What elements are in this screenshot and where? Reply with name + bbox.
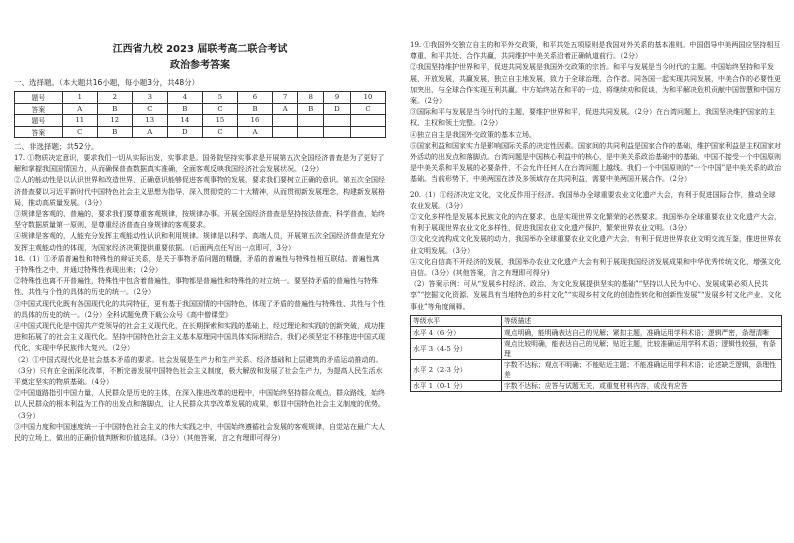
answer-paragraph: 19. ①我国外交独立自主的和平外交政策，和平共处五项原则是我国对外关系的基本准则。中国倡导中美两国应坚持相互尊重、和平共处、合作共赢，共同维护中美关系沿着正确轨道前行。（2分） — [410, 41, 781, 61]
answer-cell: B — [167, 103, 202, 115]
answer-cell: C — [62, 126, 97, 138]
answer-paragraph: ③国际和平与发展是当今时代的主题，要维护世界和平，促进共同发展。（2分）在台湾问题上，我国坚决维护国家的主权、主权和领土完整。（2分） — [410, 108, 775, 128]
answer-row — [15, 115, 386, 127]
answer-cell: 7 — [272, 92, 297, 104]
answer-cell — [272, 126, 297, 138]
answer-paragraph: ②我国坚持维护世界和平，促进共同发展是我国外交政策的宗旨。和平与发展是当今时代的主题。中国始终坚持和平发展，开放发展，共赢发展，独立自主地发展，致力于全球治理，合作者。同各国一起实现共同发展，中美合作的必要性更加突出，与全球合作实现互利共赢。中方始终站在和平的一边，将继续劝和促谈，为和平解决危机贡献中国智慧和中国方案。（2分） — [410, 63, 781, 106]
answer-cell: 13 — [132, 115, 167, 127]
left-column — [14, 0, 386, 444]
answer-cell: 6 — [237, 92, 272, 104]
grade-row — [411, 380, 782, 392]
answer-cell: B — [237, 103, 272, 115]
grade-description: 字数不达标；观点不明确；不能贴近主题；不能准确运用学科术语；论述缺乏逻辑，条理性差 — [502, 359, 782, 380]
answer-cell: 3 — [132, 92, 167, 104]
answer-cell: 9 — [324, 92, 351, 104]
answer-cell: C — [132, 103, 167, 115]
grade-description: 字数不达标；应答与试题无关，或重复材料内容，或没有应答 — [502, 380, 782, 392]
grade-level: 水平 2（2-3 分） — [411, 359, 502, 380]
answer-cell: 11 — [62, 115, 97, 127]
answer-cell: B — [97, 126, 132, 138]
answer-cell — [324, 115, 351, 127]
answer-cell: 1 — [62, 92, 97, 104]
answer-cell: 2 — [97, 92, 132, 104]
answer-cell: C — [202, 126, 237, 138]
q20-answers — [410, 190, 782, 313]
grade-row — [411, 327, 782, 339]
answer-paragraph: 18.（1）①矛盾普遍性和特殊性的辩证关系，是关于事物矛盾问题的精髓，矛盾的普遍性与特殊性相互联结。普遍性寓于特殊性之中，并通过特殊性表现出来；（2分） — [14, 254, 380, 275]
answer-cell — [350, 115, 385, 127]
answer-cell: 5 — [202, 92, 237, 104]
answer-cell: C — [350, 103, 385, 115]
answer-cell — [272, 115, 297, 127]
answer-row — [15, 92, 386, 104]
answer-paragraph: （2）答案示例：可从“发展乡村经济、政治、为文化发展提供坚实的基础”“坚持以人民为中心、发展成果必须人民共享”“挖掘文化资源、发展具有当地特色的乡村文化”“实现乡村文化的创造性转化和创新性发展”“发展乡村文化产业、文化事业”等角度阐释。 — [410, 280, 782, 311]
answer-paragraph: ③中国式现代化既有各国现代化的共同特征，更有基于我国国情的中国特色，体现了矛盾的普遍性与特殊性、共性与个性的具体的历史的统一。（2分）全科试题免费下载公众号《高中僧课堂》 — [14, 299, 385, 319]
answer-cell — [298, 126, 324, 138]
answer-paragraph: ③中国力度和中国速度统一于中国特色社会主义的伟大实践之中，中国始终遵循社会发展的客观规律，自觉站在最广大人民的立场上，做出的正确价值判断和价值选择。（3分）（其他答案，言之有理即可得分） — [14, 422, 385, 443]
answer-cell: 10 — [350, 92, 385, 104]
answer-paragraph: 20.（1）①经济决定文化，文化反作用于经济。我国举办全球重要农业文化遗产大会，有利于促进国际合作，推动全球农业发展。（3分） — [410, 190, 776, 210]
answer-cell — [324, 126, 351, 138]
answer-cell: 14 — [167, 115, 202, 127]
answer-row — [15, 126, 386, 138]
answer-paragraph: 17. ①物质决定意识，要求我们一切从实际出发，实事求是。国务院坚持实事求是开展第五次全国经济普查是为了更好了解和掌握我国国情国力，从而确保普查数据真实准确，全面客观反映我国经济社会发展状况。（2分） — [14, 154, 385, 174]
answer-cell: 答案 — [15, 126, 63, 138]
grade-header-row — [411, 315, 782, 327]
grade-header-level: 等级水平 — [411, 315, 502, 327]
answer-paragraph: ②文化多样性是发展本民族文化的内在要求，也是实现世界文化繁荣的必然要求。我国举办全球重要农业文化遗产大会，有利于展现世界农业文化多样性，促进我国农业文化遗产保护，繁荣世界农业文明。（3分） — [410, 213, 781, 233]
answer-paragraph: ⑤国家利益和国家实力是影响国际关系的决定性因素。国家间的共同利益是国家合作的基础，维护国家利益是主权国家对外活动的出发点和落脚点。台湾问题是中国核心利益中的核心，是中美关系政治基础中的基础，中国不接受一个中国原则是中美关系和平发展的必要条件，不会允许任何人在台湾问题上越线。我们一个中国原则的“一个中国”是中美关系的政治基础。当前形势下，中美两国在涉及多领域存在共同利益，需要中美两国开展合作。（2分） — [410, 141, 782, 184]
grade-description: 观点明确，能明确表达自己的见解；紧扣主题，准确运用学科术语；逻辑严密，条理清晰 — [502, 327, 782, 339]
answer-cell: 题号 — [15, 115, 63, 127]
answer-cell: B — [97, 103, 132, 115]
page-title: 江西省九校 2023 届联考高二联合考试 — [112, 44, 288, 55]
answer-cell: 15 — [202, 115, 237, 127]
answer-cell: 16 — [237, 115, 272, 127]
answer-paragraph: ③文化交流构成文化发展的动力，我国举办全球重要农业文化遗产大会，有利于促进世界农业文明交流互鉴，推进世界农业文明发展。（3分） — [410, 235, 781, 255]
answer-paragraph: ②人的能动性是以认识世界和改造世界，正确意识能够促进客观事物的发展，要求我们要树立正确的意识。第五次全国经济普查要以习近平新时代中国特色社会主义思想为指导，深入贯彻党的二十大精神，从而贯彻新发展理念，构建新发展格局，推动高质量发展。（3分） — [14, 176, 385, 207]
grade-level: 水平 3（4-5 分） — [411, 338, 502, 359]
answer-cell — [298, 115, 324, 127]
section1-heading: 一、选择题。（本大题共16小题，每小题3分，共48分） — [14, 78, 200, 87]
answer-row — [15, 103, 386, 115]
answer-paragraph: ②中国道路指引中国力量，人民群众是历史的主体，在深入推进改革的进程中，中国始终坚持群众观点、群众路线，始终以人民群众的根本利益为工作的出发点和落脚点，让人民群众共享改革发展的成果，彰显中国特色社会主义制度的优势。（3分） — [14, 389, 385, 420]
answer-cell: C — [202, 103, 237, 115]
answer-cell: A — [132, 126, 167, 138]
answer-cell — [350, 126, 385, 138]
answer-cell: A — [272, 103, 297, 115]
section2-heading: 二、非选择题；共52分。 — [14, 142, 99, 151]
answer-cell: D — [167, 126, 202, 138]
answer-table — [14, 91, 386, 138]
q19-answers — [410, 40, 782, 186]
right-column — [410, 0, 782, 392]
answer-paragraph: ④规律是客观的，人能充分发挥主观能动性认识和利用规律。规律是以科学、高端人员，开展第五次全国经济普查是充分发挥主观能动性的体现，为国家经济决策提供重要依据。（后面两点任写出一点即可，3分） — [14, 232, 385, 252]
answer-cell: A — [237, 126, 272, 138]
answer-paragraph: ③规律是客观的、普遍的，要求我们要尊重客观规律，按规律办事。开展全国经济普查是坚持按法普查、科学普查，始终坚守数据质量第一原则，是尊重经济普查自身规律的客观要求。 — [14, 210, 385, 230]
answer-cell: D — [324, 103, 351, 115]
answer-cell: A — [62, 103, 97, 115]
answer-cell: B — [298, 103, 324, 115]
answer-paragraph: （2）①中国式现代化是社会基本矛盾的要求。社会发展是生产力和生产关系、经济基础和上层建筑的矛盾运动推动的。（3分）只有在全面深化改革，不断完善发展中国特色社会主义制度，极大解放和发展了社会生产力，为提高人民生活水平奠定坚实的物质基础。（4分） — [14, 355, 383, 387]
grading-table — [410, 315, 782, 393]
answer-cell: 12 — [97, 115, 132, 127]
answer-paragraph: ④独立自主是我国外交政策的基本立场。 — [410, 130, 536, 139]
grade-level: 水平 1（0-1 分） — [411, 380, 502, 392]
answer-paragraph: ④中国式现代化是中国共产党领导的社会主义现代化，在长期探索和实践的基础上，经过理论和实践的创新突破，成功推进和拓展了的社会主义现代化。坚持中国特色社会主义基本原理同中国具体实际相结合，我们必须坚定不移推进中国式现代化，实现中华民族伟大复兴。（2分） — [14, 322, 385, 353]
answer-cell: 8 — [298, 92, 324, 104]
grade-description: 观点比较明确，能表达自己的见解；贴近主题，比较准确运用学科术语；逻辑性较强，有条理 — [502, 338, 782, 359]
grade-row — [411, 359, 782, 380]
grade-header-desc: 等级描述 — [502, 315, 782, 327]
answer-cell: 4 — [167, 92, 202, 104]
grade-level: 水平 4（6 分） — [411, 327, 502, 339]
left-answers — [14, 153, 386, 444]
answer-paragraph: ④文化自信高不开经济的发展，我国举办农业文化遗产大会有利于展现我国经济发展成果和中华优秀传统文化，增强文化自信。（3分）(其他答案，言之有理即可得分) — [410, 257, 781, 278]
answer-paragraph: ②特殊性也离不开普遍性，特殊性中包含着普遍性，事物都是普遍性和特殊性的对立统一。要坚持矛盾的普遍性与特殊性、共性与个性的具体的历史的统一。（2分） — [14, 277, 378, 297]
grade-row — [411, 338, 782, 359]
answer-cell: 答案 — [15, 103, 63, 115]
page-subtitle: 政治参考答案 — [170, 60, 230, 71]
answer-cell: 题号 — [15, 92, 63, 104]
